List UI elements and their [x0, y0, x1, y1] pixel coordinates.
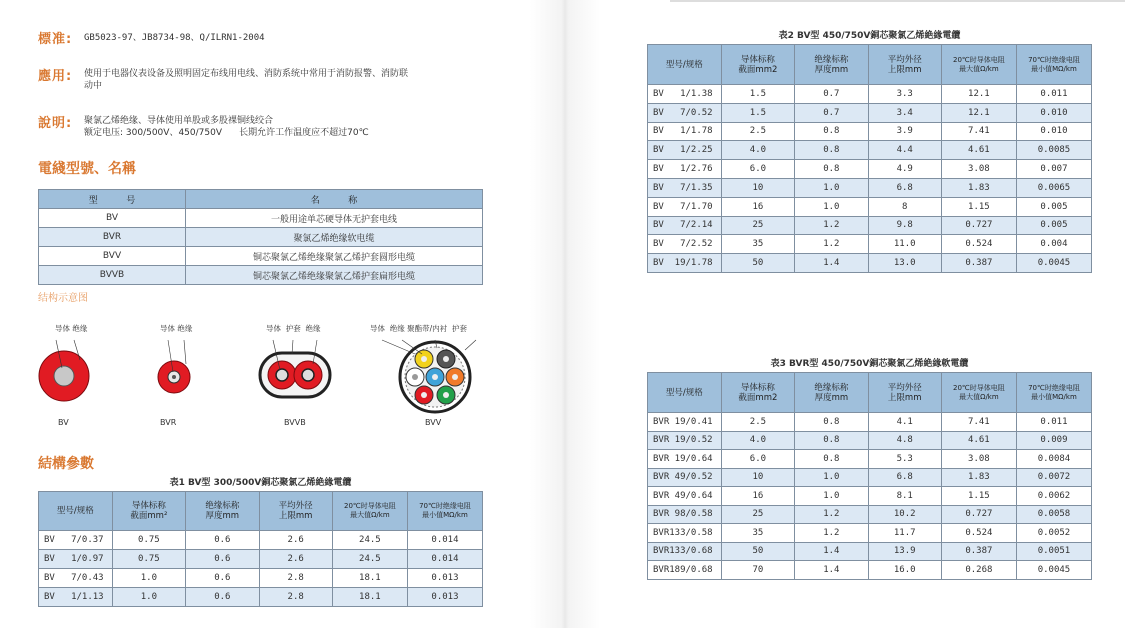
table2-row	[648, 254, 1092, 273]
table3-row	[648, 542, 1092, 561]
cable-name-bvr: BVR	[160, 418, 177, 427]
table3-cell: 13.9	[868, 542, 941, 561]
table2-cell: BV 7/1.70	[648, 197, 722, 216]
table1-cell: 0.013	[407, 588, 482, 607]
table2-header-0: 型号/规格	[648, 45, 722, 85]
table2-cell: 25	[721, 216, 795, 235]
table3-cell: 5.3	[868, 450, 941, 469]
table3-cell: 0.0062	[1016, 487, 1091, 506]
table2-cell: 10	[721, 178, 795, 197]
table2-cell: 12.1	[941, 103, 1016, 122]
table3-cell: BVR189/0.68	[648, 561, 722, 580]
table3-cell: 11.7	[868, 524, 941, 543]
table3-cell: BVR133/0.58	[648, 524, 722, 543]
table2-row	[648, 122, 1092, 141]
table3-cell: 0.009	[1016, 431, 1091, 450]
table2-cell: 1.0	[795, 197, 868, 216]
table2-cell: 1.0	[795, 178, 868, 197]
table3-cell: 8.1	[868, 487, 941, 506]
table2-cell: 0.8	[795, 160, 868, 179]
bvr-cross-section	[158, 340, 190, 393]
table3-cell: 0.387	[941, 542, 1016, 561]
table1-cell: 0.75	[112, 550, 185, 569]
table3-cell: 25	[721, 505, 795, 524]
table3-cell: BVR 19/0.64	[648, 450, 722, 469]
table1	[38, 491, 483, 607]
table3-cell: 1.2	[795, 524, 868, 543]
table3-header-2: 绝缘标称 厚度mm	[795, 373, 868, 413]
table2-cell: 6.8	[868, 178, 941, 197]
table1-cell: 0.75	[112, 531, 185, 550]
table2-cell: 0.010	[1016, 103, 1091, 122]
table1-cell: BV 1/1.13	[39, 588, 113, 607]
model-row	[39, 247, 483, 266]
table3-cell: 0.0051	[1016, 542, 1091, 561]
table3-cell: 6.8	[868, 468, 941, 487]
table3-cell: 0.0058	[1016, 505, 1091, 524]
table1-header-4: 20℃时导体电阻 最大值Ω/km	[332, 492, 407, 531]
model-row	[39, 209, 483, 228]
table3-cell: 50	[721, 542, 795, 561]
table2-cell: 1.2	[795, 216, 868, 235]
table1-cell: BV 1/0.97	[39, 550, 113, 569]
table1-row	[39, 531, 483, 550]
table2-title: 表2 BV型 450/750V銅芯聚氯乙烯絶緣電纜	[778, 31, 961, 41]
table3-header-5: 70℃时绝缘电阻 最小值MΩ/km	[1016, 373, 1091, 413]
table1-title: 表1 BV型 300/500V銅芯聚氯乙烯絶緣電纜	[169, 478, 352, 488]
model-row	[39, 266, 483, 285]
table3-cell: 35	[721, 524, 795, 543]
note-line-1: 聚氯乙烯绝缘、导体使用单股或多股裸铜线绞合	[84, 116, 274, 126]
table3-cell: 4.61	[941, 431, 1016, 450]
bvvb-cross-section	[260, 340, 330, 397]
table2	[647, 44, 1092, 273]
model-name-cell: 铜芯聚氯乙烯绝缘聚氯乙烯护套圆形电缆	[186, 247, 483, 266]
table2-cell: 16	[721, 197, 795, 216]
application-label: 應用:	[38, 69, 73, 84]
table2-row	[648, 141, 1092, 160]
table2-cell: 0.8	[795, 122, 868, 141]
cable-label-bv: 导体 绝缘	[55, 324, 88, 333]
table3-cell: 0.8	[795, 450, 868, 469]
table2-cell: 3.9	[868, 122, 941, 141]
table2-cell: BV 1/1.78	[648, 122, 722, 141]
table3-cell: 10	[721, 468, 795, 487]
bv-cross-section	[39, 340, 89, 401]
table3-title: 表3 BVR型 450/750V銅芯聚氯乙烯絶緣軟電纜	[770, 359, 969, 369]
table3-cell: 0.0045	[1016, 561, 1091, 580]
application-line-2: 动中	[84, 81, 103, 91]
right-page	[600, 0, 1130, 628]
table3-cell: 1.0	[795, 487, 868, 506]
table2-cell: 0.004	[1016, 235, 1091, 254]
table2-row	[648, 178, 1092, 197]
table2-cell: 3.3	[868, 85, 941, 104]
table3-cell: 0.0072	[1016, 468, 1091, 487]
table3-row	[648, 487, 1092, 506]
table2-cell: BV 1/2.25	[648, 141, 722, 160]
table2-row	[648, 85, 1092, 104]
table3-row	[648, 505, 1092, 524]
diagram-title: 结构示意图	[38, 293, 88, 304]
table1-header-5: 70℃时绝缘电阻 最小值MΩ/km	[407, 492, 482, 531]
table2-row	[648, 197, 1092, 216]
table2-row	[648, 235, 1092, 254]
table2-cell: 50	[721, 254, 795, 273]
table3-row	[648, 524, 1092, 543]
model-name-cell: 铜芯聚氯乙烯绝缘聚氯乙烯护套扁形电缆	[186, 266, 483, 285]
table2-cell: 6.0	[721, 160, 795, 179]
table1-header-1: 导体标称 截面mm²	[112, 492, 185, 531]
table2-cell: 0.007	[1016, 160, 1091, 179]
table2-cell: 4.4	[868, 141, 941, 160]
table2-header-1: 导体标称 截面mm2	[721, 45, 795, 85]
table3-cell: 0.727	[941, 505, 1016, 524]
table1-cell: 2.8	[259, 588, 332, 607]
table3-cell: 0.8	[795, 413, 868, 432]
table1-cell: 2.6	[259, 550, 332, 569]
table2-cell: 7.41	[941, 122, 1016, 141]
table2-cell: 0.387	[941, 254, 1016, 273]
model-row	[39, 228, 483, 247]
table2-cell: BV 19/1.78	[648, 254, 722, 273]
table2-cell: 0.0045	[1016, 254, 1091, 273]
table1-cell: 18.1	[332, 569, 407, 588]
table3-row	[648, 561, 1092, 580]
model-name-cell: 一般用途单芯硬导体无护套电线	[186, 209, 483, 228]
table3-header-1: 导体标称 截面mm2	[721, 373, 795, 413]
table3-cell: BVR133/0.68	[648, 542, 722, 561]
table2-header-4: 20℃时导体电阻 最大值Ω/km	[941, 45, 1016, 85]
model-code-cell: BVVB	[39, 266, 186, 285]
model-section-title: 電綫型號、名稱	[38, 161, 136, 177]
table1-header-2: 绝缘标称 厚度mm	[186, 492, 259, 531]
table3-cell: 2.5	[721, 413, 795, 432]
table2-row	[648, 160, 1092, 179]
table3-cell: 4.0	[721, 431, 795, 450]
table3-cell: 4.8	[868, 431, 941, 450]
table1-cell: BV 7/0.43	[39, 569, 113, 588]
table2-cell: BV 7/2.14	[648, 216, 722, 235]
table3-cell: BVR 19/0.41	[648, 413, 722, 432]
cable-name-bv: BV	[58, 418, 69, 427]
table2-row	[648, 216, 1092, 235]
model-header-name: 名 称	[186, 190, 483, 209]
table2-cell: 0.011	[1016, 85, 1091, 104]
application-line-1: 使用于电器仪表设备及照明固定布线用电线、消防系统中常用于消防报警、消防联	[84, 69, 409, 79]
table1-cell: 0.6	[186, 531, 259, 550]
top-rule	[670, 0, 1125, 2]
table3-cell: 0.524	[941, 524, 1016, 543]
table3-cell: 1.83	[941, 468, 1016, 487]
table2-cell: 12.1	[941, 85, 1016, 104]
table2-cell: 0.524	[941, 235, 1016, 254]
model-code-cell: BVV	[39, 247, 186, 266]
table2-header-3: 平均外径 上限mm	[868, 45, 941, 85]
table3-header-4: 20℃时导体电阻 最大值Ω/km	[941, 373, 1016, 413]
table3-cell: 16	[721, 487, 795, 506]
table1-cell: 24.5	[332, 550, 407, 569]
table3-row	[648, 413, 1092, 432]
table3-cell: BVR 49/0.64	[648, 487, 722, 506]
table3-row	[648, 468, 1092, 487]
bvv-cross-section	[382, 340, 476, 412]
table2-cell: 0.7	[795, 103, 868, 122]
standard-label: 標准:	[38, 32, 73, 47]
model-code-cell: BVR	[39, 228, 186, 247]
table1-row	[39, 569, 483, 588]
table2-cell: 11.0	[868, 235, 941, 254]
table3-header-0: 型号/规格	[648, 373, 722, 413]
table2-cell: 13.0	[868, 254, 941, 273]
table3-cell: 0.268	[941, 561, 1016, 580]
table3-cell: BVR 98/0.58	[648, 505, 722, 524]
table1-cell: 18.1	[332, 588, 407, 607]
table1-row	[39, 550, 483, 569]
model-header-type: 型 号	[39, 190, 186, 209]
table2-cell: BV 7/2.52	[648, 235, 722, 254]
table1-cell: 0.6	[186, 569, 259, 588]
table1-cell: 1.0	[112, 569, 185, 588]
table3-cell: 1.4	[795, 561, 868, 580]
table2-cell: 4.61	[941, 141, 1016, 160]
table2-header-5: 70℃时绝缘电阻 最小值MΩ/km	[1016, 45, 1091, 85]
table3-cell: 70	[721, 561, 795, 580]
table1-row	[39, 588, 483, 607]
table2-cell: 1.83	[941, 178, 1016, 197]
table3-cell: 4.1	[868, 413, 941, 432]
table3-row	[648, 431, 1092, 450]
table1-header-0: 型号/规格	[39, 492, 113, 531]
table2-cell: 1.5	[721, 103, 795, 122]
table2-header-2: 绝缘标称 厚度mm	[795, 45, 868, 85]
standard-text: GB5023-97、JB8734-98、Q/ILRN1-2004	[84, 33, 265, 43]
table2-cell: 0.727	[941, 216, 1016, 235]
cable-name-bvv: BVV	[425, 418, 442, 427]
table2-cell: 1.2	[795, 235, 868, 254]
table2-cell: 4.0	[721, 141, 795, 160]
table3-row	[648, 450, 1092, 469]
table2-cell: 1.4	[795, 254, 868, 273]
table2-cell: 0.010	[1016, 122, 1091, 141]
cable-diagram	[30, 330, 500, 420]
table1-cell: 0.6	[186, 550, 259, 569]
table1-cell: 1.0	[112, 588, 185, 607]
table2-cell: BV 1/1.38	[648, 85, 722, 104]
table1-cell: 2.8	[259, 569, 332, 588]
params-title: 結構參數	[38, 456, 94, 472]
left-page	[0, 0, 530, 628]
table2-cell: 2.5	[721, 122, 795, 141]
table2-row	[648, 103, 1092, 122]
book-gutter	[530, 0, 600, 628]
model-code-cell: BV	[39, 209, 186, 228]
table2-cell: 35	[721, 235, 795, 254]
table3-cell: 10.2	[868, 505, 941, 524]
table1-cell: 0.014	[407, 531, 482, 550]
table3-cell: 1.4	[795, 542, 868, 561]
note-label: 說明:	[38, 116, 73, 131]
table3-cell: 1.2	[795, 505, 868, 524]
table3-cell: BVR 49/0.52	[648, 468, 722, 487]
model-table	[38, 189, 483, 285]
table3-cell: 3.08	[941, 450, 1016, 469]
table3-cell: 0.0084	[1016, 450, 1091, 469]
table2-cell: 3.4	[868, 103, 941, 122]
table3-cell: 6.0	[721, 450, 795, 469]
table2-cell: BV 1/2.76	[648, 160, 722, 179]
table2-cell: 0.7	[795, 85, 868, 104]
model-name-cell: 聚氯乙烯绝缘软电缆	[186, 228, 483, 247]
table2-cell: 0.005	[1016, 197, 1091, 216]
table2-cell: 9.8	[868, 216, 941, 235]
table1-cell: 24.5	[332, 531, 407, 550]
table2-cell: BV 7/1.35	[648, 178, 722, 197]
table1-cell: 0.013	[407, 569, 482, 588]
cable-name-bvvb: BVVB	[284, 418, 306, 427]
table3-cell: 1.0	[795, 468, 868, 487]
note-line-2: 额定电压: 300/500V、450/750V 长期允许工作温度应不超过70℃	[84, 128, 369, 138]
table2-cell: 0.005	[1016, 216, 1091, 235]
cable-label-bvv: 导体 绝缘 聚酯带/内衬 护套	[370, 324, 467, 333]
table1-cell: 2.6	[259, 531, 332, 550]
table2-cell: 0.0085	[1016, 141, 1091, 160]
table2-cell: 4.9	[868, 160, 941, 179]
cable-label-bvr: 导体 绝缘	[160, 324, 193, 333]
table2-cell: 0.8	[795, 141, 868, 160]
table2-cell: 3.08	[941, 160, 1016, 179]
table3-cell: 0.8	[795, 431, 868, 450]
table3-cell: BVR 19/0.52	[648, 431, 722, 450]
table3-cell: 7.41	[941, 413, 1016, 432]
cable-label-bvvb: 导体 护套 绝缘	[266, 324, 321, 333]
table3-cell: 0.0052	[1016, 524, 1091, 543]
table2-cell: 1.15	[941, 197, 1016, 216]
table3-cell: 16.0	[868, 561, 941, 580]
table2-cell: 0.0065	[1016, 178, 1091, 197]
table3-cell: 1.15	[941, 487, 1016, 506]
table2-cell: 1.5	[721, 85, 795, 104]
table3-cell: 0.011	[1016, 413, 1091, 432]
table3	[647, 372, 1092, 580]
table2-cell: 8	[868, 197, 941, 216]
table3-header-3: 平均外径 上限mm	[868, 373, 941, 413]
table2-cell: BV 7/0.52	[648, 103, 722, 122]
table1-cell: BV 7/0.37	[39, 531, 113, 550]
table1-header-3: 平均外径 上限mm	[259, 492, 332, 531]
table1-cell: 0.6	[186, 588, 259, 607]
table1-cell: 0.014	[407, 550, 482, 569]
